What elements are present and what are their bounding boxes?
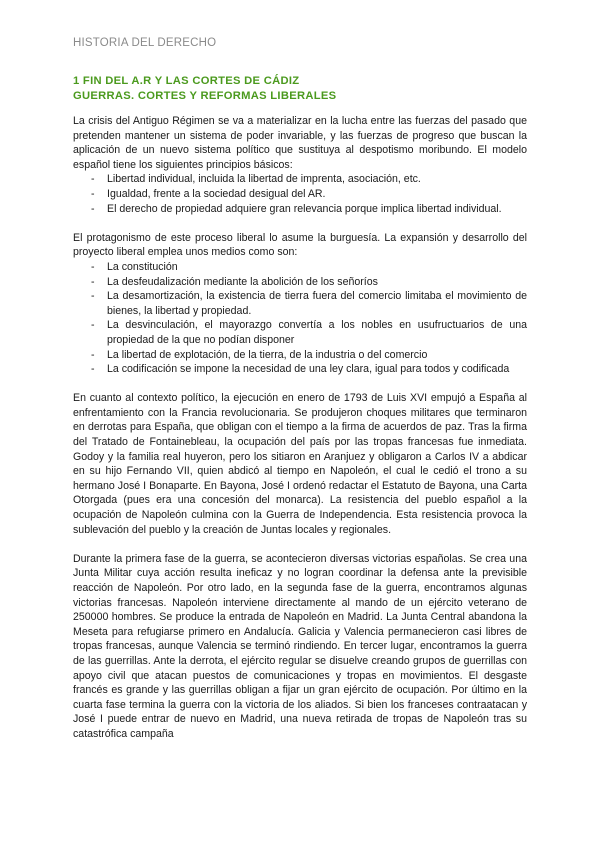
list-item-text: Igualdad, frente a la sociedad desigual del AR. <box>107 187 326 200</box>
dash-bullet: - <box>91 348 95 361</box>
paragraph-2: El protagonismo de este proceso liberal lo asume la burguesía. La expansión y desarrollo del proyecto liberal emplea unos medios como son: <box>73 231 527 259</box>
list-item <box>73 275 527 290</box>
dash-bullet: - <box>91 275 95 288</box>
paragraph-4: Durante la primera fase de la guerra, se acontecieron diversas victorias españolas. Se crea una Junta Militar cuya acción resulta ineficaz y no logran coordinar la defensa ante la previsible reacción de Napoleón. Por otro lado, en la segunda fase de la guerra, encontramos algunas victorias francesas. Napoleón interviene directamente al mando de un ejército veterano de 250000 hombres. Se produce la entrada de Napoleón en Madrid. La Junta Central abandona la Meseta para refugiarse primero en Andalucía. Galicia y Valencia permanecieron casi libres de tropas francesas, aunque Valencia se terminó rindiendo. En tercer lugar, encontramos la guerra de las guerrillas. Ante la derrota, el ejército regular se disuelve creando grupos de guerrillas con apoyo civil que atacan puestos de comunicaciones y tropas en movimientos. El desgaste francés es grande y las guerrillas obligan a fijar un gran ejército de ocupación. Por último en la cuarta fase termina la guerra con la victoria de los aliados. Si bien los franceses contraatacan y José I puede entrar de nuevo en Madrid, una nueva retirada de tropas de Napoleón tras su catastrófica campaña <box>73 552 527 740</box>
dash-bullet: - <box>91 319 95 332</box>
dash-bullet: - <box>91 187 95 200</box>
section-title <box>73 74 336 104</box>
title-line-2: GUERRAS. CORTES Y REFORMAS LIBERALES <box>73 90 337 102</box>
list-item-text: La desamortización, la existencia de tierra fuera del comercio limitaba el movimiento de bienes, la libertad y propiedad. <box>107 290 527 317</box>
dash-bullet: - <box>91 363 95 376</box>
document-header: HISTORIA DEL DERECHO <box>73 37 217 49</box>
list-item <box>73 187 527 202</box>
title-line-1: 1 FIN DEL A.R Y LAS CORTES DE CÁDIZ <box>73 75 300 87</box>
list-item <box>73 202 527 217</box>
list-item-text: El derecho de propiedad adquiere gran relevancia porque implica libertad individual. <box>107 202 502 215</box>
dash-bullet: - <box>91 202 95 215</box>
list-item <box>73 172 527 187</box>
dash-bullet: - <box>91 173 95 186</box>
paragraph-1: La crisis del Antiguo Régimen se va a materializar en la lucha entre las fuerzas del pasado que pretenden mantener un sistema de poder invariable, y las fuerzas de progreso que buscan la aplicación de un nuevo sistema político que sustituya al despotismo moribundo. El modelo español tiene los siguientes principios básicos: <box>73 115 527 171</box>
list-item <box>73 348 527 363</box>
document-body <box>73 114 527 742</box>
means-list <box>73 260 527 377</box>
principles-list <box>73 172 527 216</box>
list-item-text: La constitución <box>107 260 178 273</box>
list-item-text: Libertad individual, incluida la libertad de imprenta, asociación, etc. <box>107 173 421 186</box>
list-item-text: La desvinculación, el mayorazgo convertía a los nobles en usufructuarios de una propiedad de la que no podían disponer <box>107 319 527 346</box>
list-item <box>73 362 527 377</box>
list-item-text: La libertad de explotación, de la tierra, de la industria o del comercio <box>107 348 428 361</box>
list-item-text: La codificación se impone la necesidad de una ley clara, igual para todos y codificada <box>107 363 510 376</box>
dash-bullet: - <box>91 260 95 273</box>
list-item <box>73 289 527 318</box>
list-item-text: La desfeudalización mediante la abolición de los señoríos <box>107 275 378 288</box>
paragraph-3: En cuanto al contexto político, la ejecución en enero de 1793 de Luis XVI empujó a España al enfrentamiento con la Francia revolucionaria. Se produjeron choques militares que terminaron en derrotas para España, que obligan con el tiempo a la firma de acuerdos de paz. Tras la firma del Tratado de Fontainebleau, la ocupación del país por las tropas francesas fue inmediata. Godoy y la familia real huyeron, pero los sitiaron en Aranjuez y obligaron a Carlos IV a abdicar en su hijo Fernando VII, quien abdicó al tiempo en Napoleón, el cual le cedió el trono a su hermano José I Bonaparte. En Bayona, José I ordenó redactar el Estatuto de Bayona, una Carta Otorgada (pues era una concesión del monarca). La resistencia del pueblo español a la ocupación de Napoleón culmina con la Guerra de Independencia. Esta resistencia provoca la sublevación del pueblo y la creación de Juntas locales y regionales. <box>73 392 527 536</box>
dash-bullet: - <box>91 290 95 303</box>
list-item <box>73 260 527 275</box>
list-item <box>73 318 527 347</box>
